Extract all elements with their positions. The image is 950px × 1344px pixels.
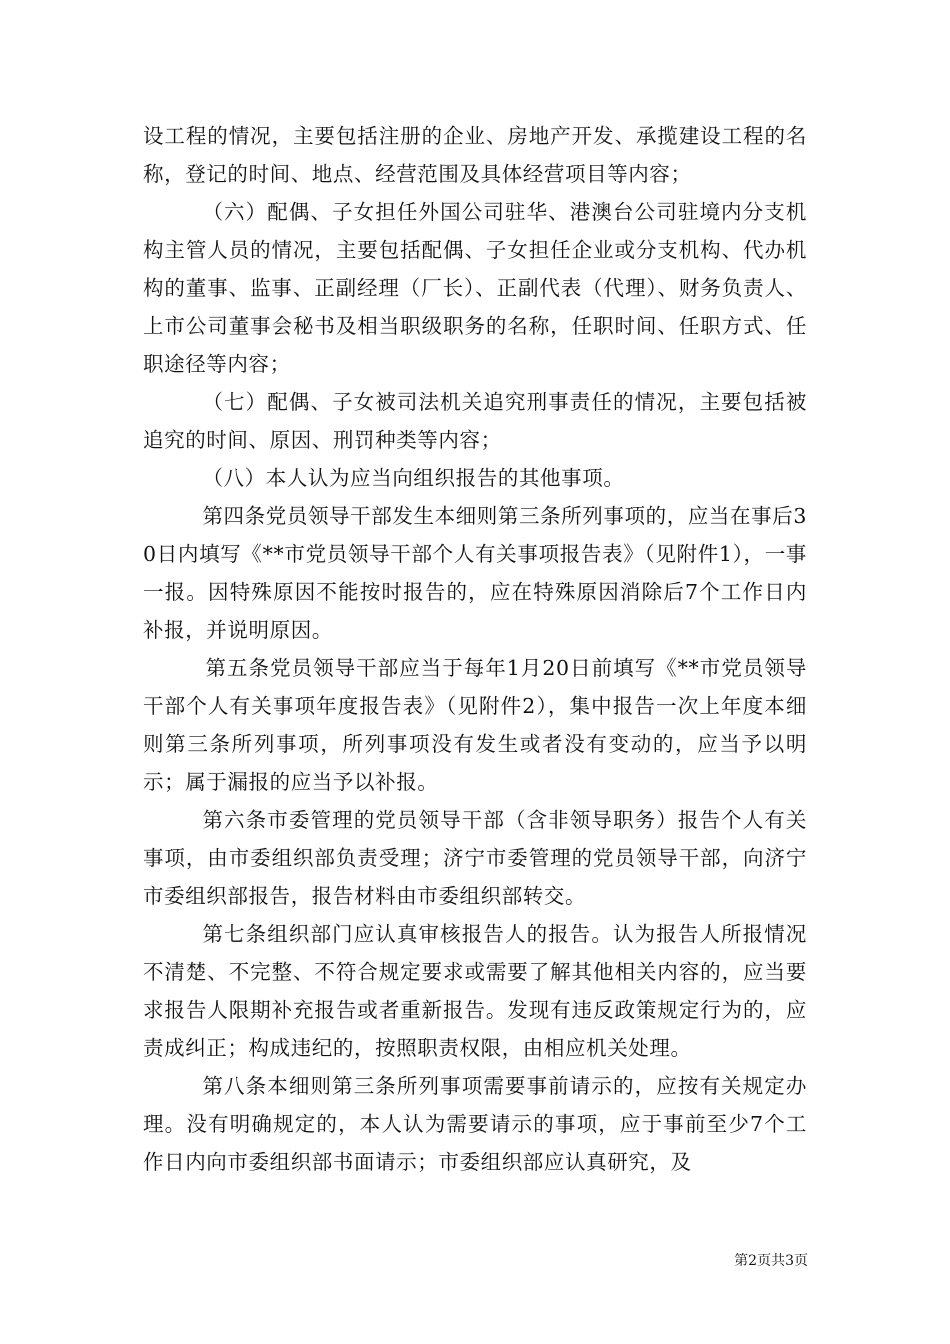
page-number-footer: 第2页共3页	[734, 1253, 808, 1269]
paragraph-continuation: 设工程的情况，主要包括注册的企业、房地产开发、承揽建设工程的名称，登记的时间、地点、经营范围及具体经营项目等内容；	[143, 124, 807, 186]
paragraph-article-8: 第八条本细则第三条所列事项需要事前请示的，应按有关规定办理。没有明确规定的，本人认为需要请示的事项，应于事前至少7个工作日内向市委组织部书面请示；市委组织部应认真研究，及	[143, 1074, 807, 1174]
paragraph-item-8: （八）本人认为应当向组织报告的其他事项。	[202, 466, 625, 490]
paragraph-article-4: 第四条党员领导干部发生本细则第三条所列事项的，应当在事后30日内填写《**市党员领导干部个人有关事项报告表》（见附件1），一事一报。因特殊原因不能按时报告的，应在特殊原因消除后7个工作日内补报，并说明原因。	[143, 504, 807, 642]
paragraph-item-7: （七）配偶、子女被司法机关追究刑事责任的情况，主要包括被追究的时间、原因、刑罚种类等内容；	[143, 390, 807, 452]
paragraph-article-6: 第六条市委管理的党员领导干部（含非领导职务）报告个人有关事项，由市委组织部负责受理；济宁市委管理的党员领导干部，向济宁市委组织部报告，报告材料由市委组织部转交。	[143, 808, 807, 908]
paragraph-article-7: 第七条组织部门应认真审核报告人的报告。认为报告人所报情况不清楚、不完整、不符合规定要求或需要了解其他相关内容的，应当要求报告人限期补充报告或者重新报告。发现有违反政策规定行为的，应责成纠正；构成违纪的，按照职责权限，由相应机关处理。	[143, 922, 807, 1060]
paragraph-article-5: 第五条党员领导干部应当于每年1月20日前填写《**市党员领导干部个人有关事项年度报告表》（见附件2），集中报告一次上年度本细则第三条所列事项，所列事项没有发生或者没有变动的，应当予以明示；属于漏报的应当予以补报。	[143, 656, 807, 794]
document-body	[143, 117, 807, 1181]
paragraph-item-6: （六）配偶、子女担任外国公司驻华、港澳台公司驻境内分支机构主管人员的情况，主要包括配偶、子女担任企业或分支机构、代办机构的董事、监事、正副经理（厂长）、正副代表（代理）、财务负责人、上市公司董事会秘书及相当职级职务的名称，任职时间、任职方式、任职途径等内容；	[143, 200, 807, 376]
